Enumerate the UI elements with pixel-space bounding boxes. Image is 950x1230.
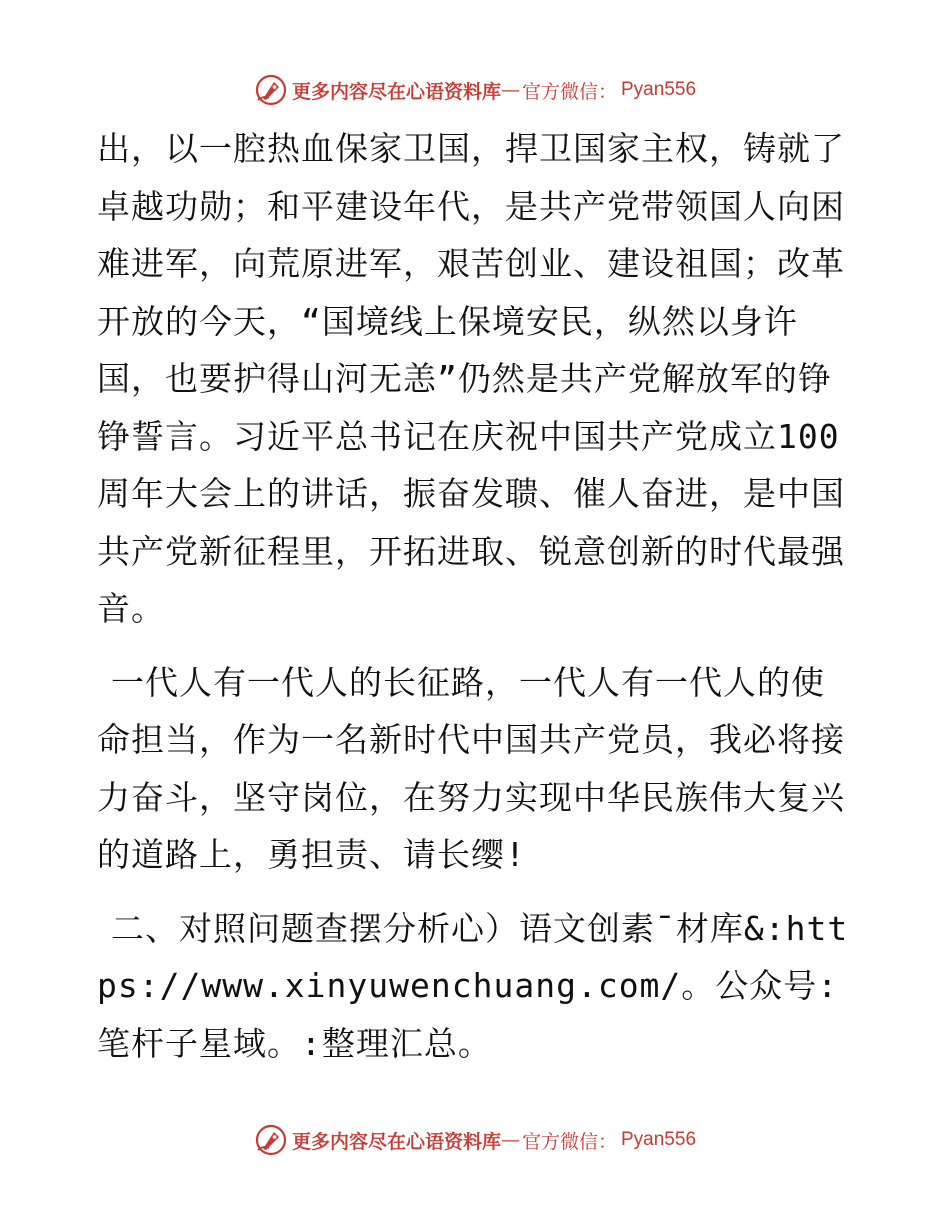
banner-wechat-label: 官方微信： <box>521 1130 617 1153</box>
banner-wechat-id: Pyan556 <box>621 1129 697 1150</box>
banner-separator: — <box>500 1129 520 1151</box>
banner-separator: — <box>500 79 520 101</box>
banner-main-text: 更多内容尽在心语资料库 <box>291 1130 501 1153</box>
banner-wechat-label: 官方微信： <box>521 80 617 103</box>
document-body <box>97 120 857 1072</box>
body-paragraph-3: 二、对照问题查摆分析心）语文创素¯材库&:https://www.xinyuwenchuang.com/。公众号: 笔杆子星域。:整理汇总。 <box>97 908 849 1063</box>
body-paragraph-2: 一代人有一代人的长征路，一代人有一代人的使命担当，作为一名新时代中国共产党员，我必将接力奋斗，坚守岗位，在努力实现中华民族伟大复兴的道路上，勇担责、请长缨! <box>97 662 845 874</box>
pen-nib-logo-icon <box>254 1123 288 1157</box>
banner-main-text: 更多内容尽在心语资料库 <box>291 80 501 103</box>
body-paragraph-1: 出，以一腔热血保家卫国，捍卫国家主权，铸就了卓越功勋；和平建设年代，是共产党带领国人向困难进军，向荒原进军，艰苦创业、建设祖国；改革开放的今天，“国境线上保境安民，纵然以身许国，也要护得山河无恙”仍然是共产党解放军的铮铮誓言。习近平总书记在庆祝中国共产党成立100周年大会上的讲话，振奋发聩、催人奋进，是中国共产党新征程里，开拓进取、锐意创新的时代最强音。 <box>97 129 845 628</box>
footer-banner <box>0 1120 950 1160</box>
banner-wechat-id: Pyan556 <box>621 79 697 100</box>
pen-nib-logo-icon <box>254 73 288 107</box>
header-banner <box>0 70 950 110</box>
